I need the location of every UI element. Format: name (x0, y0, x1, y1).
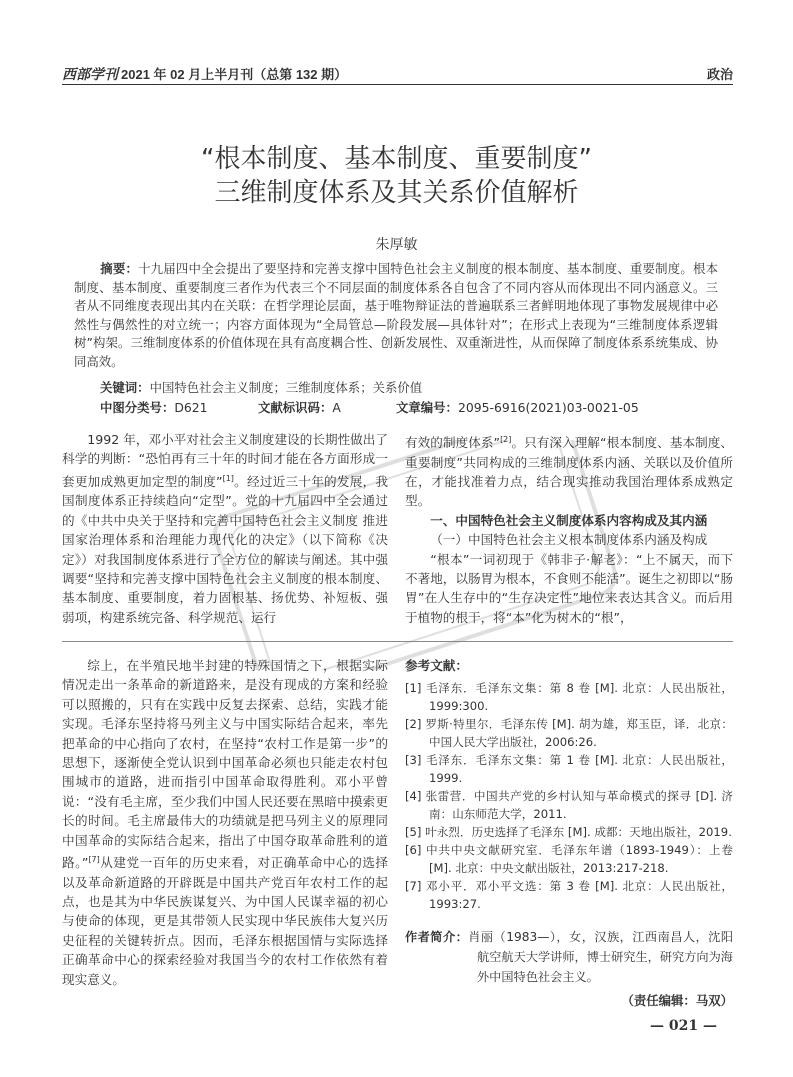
paragraph (62, 430, 388, 627)
citation: [7] (88, 855, 100, 865)
article-value: 2095-6916(2021)03-0021-05 (457, 400, 639, 415)
article-title-line2: 三维制度体系及其关系价值解析 (214, 178, 579, 208)
paragraph (62, 656, 388, 989)
article-number (396, 398, 639, 416)
article-label: 文章编号： (396, 400, 458, 415)
paragraph: “根本”一词初现于《韩非子·解老》：“上不属天，而下不著地，以肠胃为根本，不食则不能活”。诞生之初即以“肠胃”在人生存中的“生存决定性”地位来表达其含义。而后用于植物的根干，将“本”化为树木的“根”， (405, 551, 733, 625)
paragraph-text: 。只有深入理解“根本制度、基本制度、重要制度”共同构成的三维制度体系内涵、关联以及价值所在，才能找准着力点，结合现实推动我国治理体系成熟定型。 (405, 435, 733, 509)
subsection-heading: （一）中国特色社会主义根本制度体系内涵及构成 (430, 532, 708, 548)
reference-item: [3] 毛泽东．毛泽东文集：第 1 卷 [M]. 北京：人民出版社，1999. (405, 753, 733, 786)
keywords-label: 关键词： (100, 380, 150, 395)
citation: [2] (500, 435, 512, 444)
references-column (405, 656, 733, 1011)
editor-note: （责任编辑：马双） (621, 993, 733, 1009)
journal-logo: 西部学刊 (62, 66, 118, 82)
page-number: — 021 — (650, 1018, 717, 1034)
paragraph-text: 从建党一百年的历史来看，对正确革命中心的选择以及革命新道路的开辟既是中国共产党百年农村工作的起点，也是其为中华民族谋复兴、为中国人民谋幸福的初心与使命的体现，更是其带领人民实现中华民族伟大复兴历史征程的关键转折点。因而，毛泽东根据国情与实际选择正确革命中心的探索经验对我国当今的农村工作依然有着现实意义。 (62, 855, 389, 987)
abstract-text: 十九届四中全会提出了要坚持和完善支撑中国特色社会主义制度的根本制度、基本制度、重要制度。根本制度、基本制度、重要制度三者作为代表三个不同层面的制度体系各自包含了不同内容从而体现出不同内涵意义。三者从不同维度表现出其内在关联：在哲学理论层面，基于唯物辩证法的普遍联系三者鲜明地体现了事物发展规律中必然性与偶然性的对立统一；内容方面体现为“全局管总—阶段发展—具体针对”；在形式上表现为“三维制度体系逻辑树”构架。三维制度体系的价值体现在具有高度耦合性、创新发展性、双重渐进性，从而保障了制度体系系统集成、协同高效。 (74, 261, 719, 369)
doc-label: 文献标识码： (258, 400, 333, 415)
body-column-left-bottom (62, 656, 388, 989)
author-name: 朱厚敏 (375, 237, 418, 253)
clc-value: D621 (174, 400, 208, 415)
paragraph-text: 。经过近三十年的发展，我国制度体系正持续趋向“定型”。党的十九届四中全会通过的《中共中央关于坚持和完善中国特色社会主义制度 推进国家治理体系和治理能力现代化的决定》（以下简称《决定》）对我国制度体系进行了全方位的解读与阐述。其中强调要“坚持和完善支撑中国特色社会主义制度的根本制度、基本制度、重要制度，着力固根基、扬优势、补短板、强弱项，构建系统完备、科学规范、运行 (62, 474, 389, 625)
body-column-right-top (405, 430, 733, 627)
reference-item: [2] 罗斯·特里尔．毛泽东传 [M]. 胡为雄，郑玉臣，译．北京：中国人民大学出版社，2006:26. (405, 717, 733, 750)
article-title-line1: “根本制度、基本制度、重要制度” (201, 144, 592, 174)
section-label: 政治 (706, 67, 733, 82)
paragraph-text: 有效的制度体系” (405, 435, 501, 451)
paragraph-text: 1992 年，邓小平对社会主义制度建设的长期性做出了科学的判断：“恐怕再有三十年的时间才能在各方面形成一套更加成熟更加定型的制度” (62, 432, 388, 489)
paragraph (405, 430, 733, 511)
abstract (74, 260, 718, 372)
journal-issue: 2021 年 02 月上半月刊（总第 132 期） (121, 67, 348, 82)
doc-code (258, 398, 341, 416)
journal-name (62, 64, 347, 84)
author-bio (405, 927, 733, 987)
bio-label: 作者简介： (405, 930, 469, 945)
reference-item: [5] 叶永烈．历史选择了毛泽东 [M]. 成都：天地出版社，2019. (405, 825, 732, 840)
citation: [1] (222, 473, 234, 483)
reference-item: [7] 邓小平．邓小平文选：第 3 卷 [M]. 北京：人民出版社，1993:27. (405, 879, 733, 912)
clc-number (100, 398, 208, 416)
keywords-text: 中国特色社会主义制度；三维制度体系；关系价值 (149, 380, 423, 395)
section-heading: 一、中国特色社会主义制度体系内容构成及其内涵 (430, 512, 708, 528)
bio-text: 肖丽（1983—），女，汉族，江西南昌人，沈阳航空航天大学讲师，博士研究生，研究方向为海外中国特色社会主义。 (468, 930, 734, 985)
reference-item: [4] 张雷营．中国共产党的乡村认知与革命模式的探寻 [D]. 济南：山东师范大学，2011. (405, 789, 733, 822)
paragraph-text: 综上，在半殖民地半封建的特殊国情之下，根据实际情况走出一条革命的新道路来，是没有现成的方案和经验可以照搬的，只有在实践中反复去探索、总结，实践才能实现。毛泽东坚持将马列主义与中国实际结合起来，率先把革命的中心指向了农村，在坚持“农村工作是第一步”的思想下，逐渐使全党认识到中国革命必须也只能走农村包围城市的道路，进而指引中国革命取得胜利。邓小平曾说：“没有毛主席，至少我们中国人民还要在黑暗中摸索更长的时间。毛主席最伟大的功绩就是把马列主义的原理同中国革命的实际结合起来，指出了中国夺取革命胜利的道路。” (62, 658, 388, 871)
body-column-left-top (62, 430, 388, 627)
references-title: 参考文献： (405, 658, 468, 673)
reference-item: [1] 毛泽东．毛泽东文集：第 8 卷 [M]. 北京：人民出版社，1999:300. (405, 681, 733, 714)
reference-item: [6] 中共中央文献研究室．毛泽东年谱（1893-1949）：上卷 [M]. 北京：中央文献出版社，2013:217-218. (405, 843, 733, 876)
clc-label: 中图分类号： (100, 400, 175, 415)
doc-value: A (332, 400, 341, 415)
keywords (100, 378, 422, 396)
section-divider (62, 641, 733, 642)
reference-list (405, 679, 733, 913)
running-header (62, 62, 733, 85)
abstract-label: 摘要： (100, 261, 139, 276)
